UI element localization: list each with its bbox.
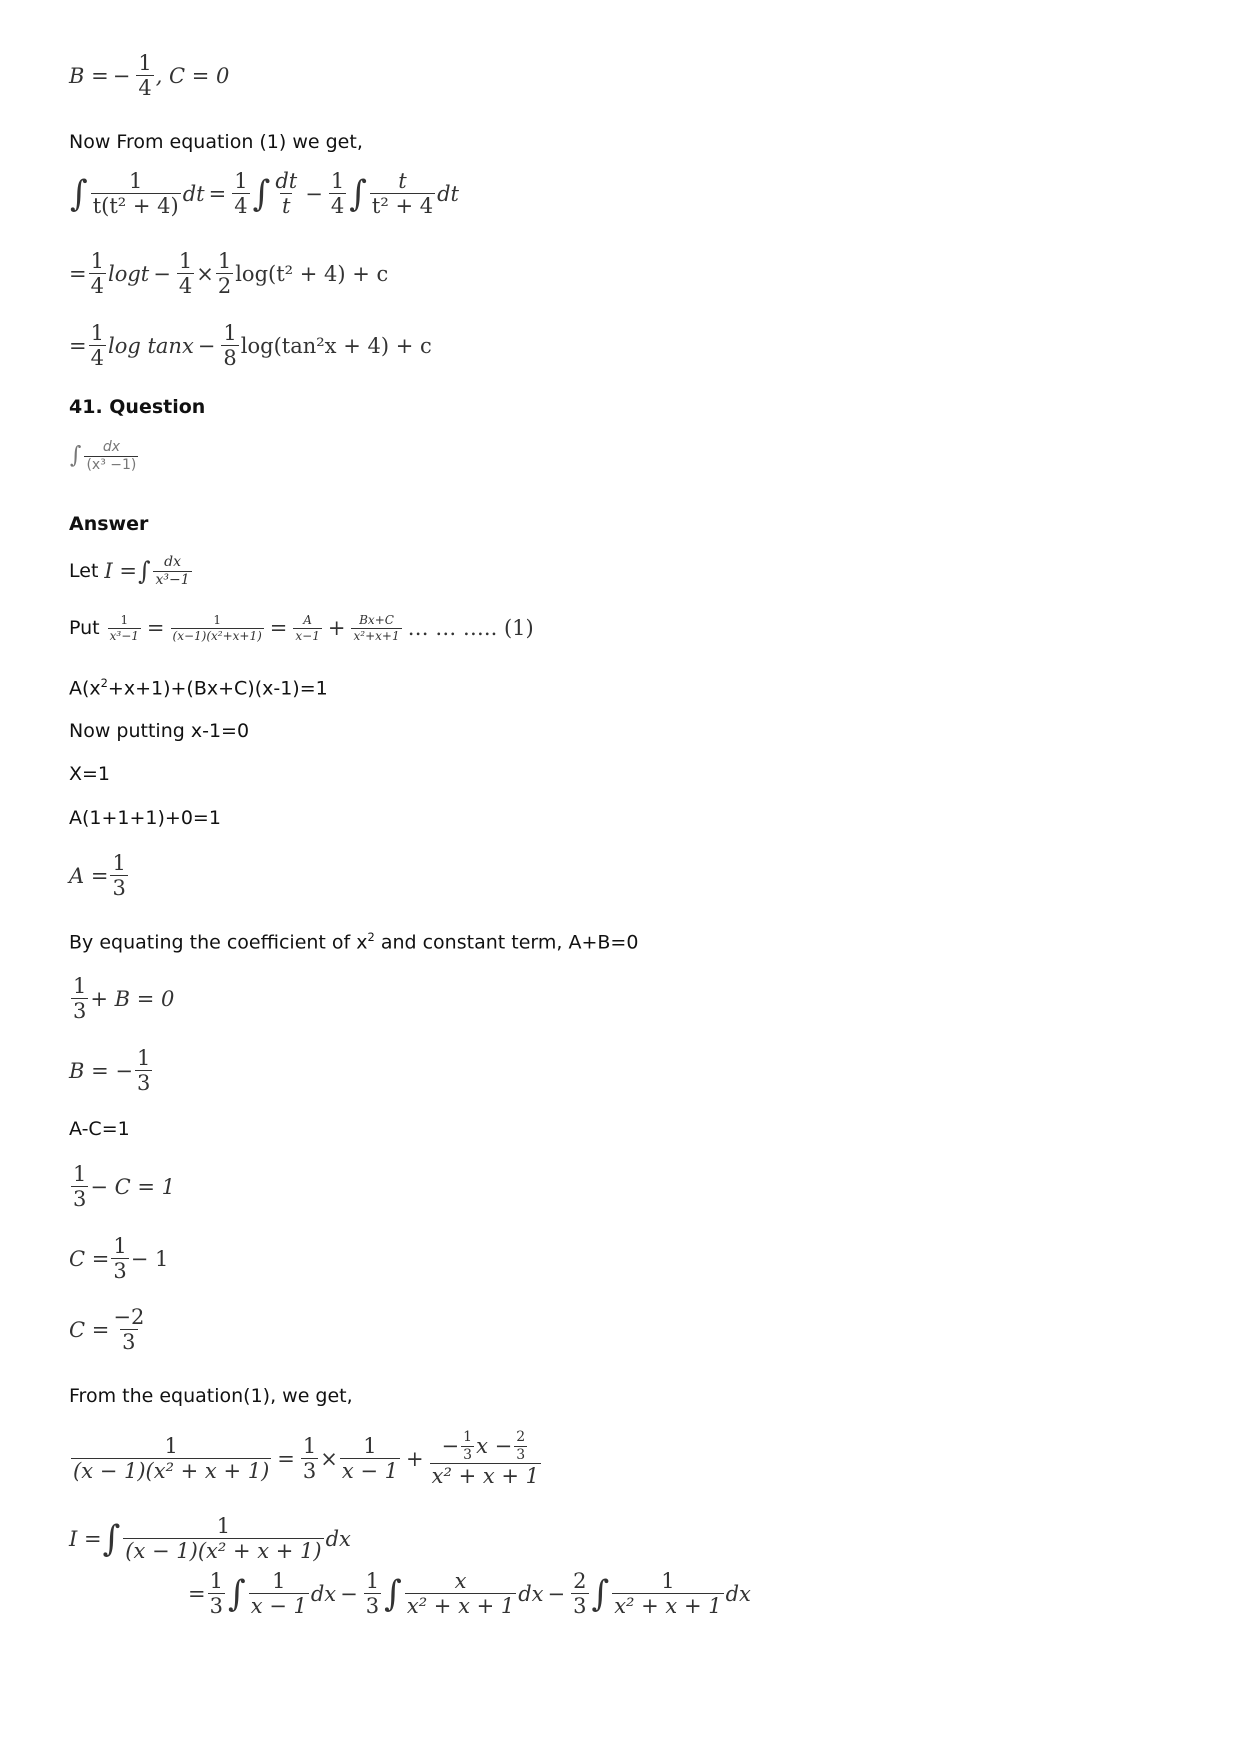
integral-symbol: ∫ <box>384 1572 402 1615</box>
fraction: $\frac{1}{3}$ <box>209 1569 223 1619</box>
final-integral-line: = $\frac{1}{3}$ ∫ $\frac{1}{x - 1}$ dx − $\frac{1}{3}$ ∫ $\frac{x}{\text{x² + x + 1}}$ dx − $\frac{2}{3}$ ∫ $\frac{1}{\text{x² + x + 1}}$ dx <box>188 1569 751 1619</box>
fraction: $\frac{1}{3}$ <box>136 1046 151 1096</box>
A-value: A = $\frac{1}{3}$ <box>69 851 126 901</box>
fraction: $\frac{dx}{\text{(x³ −1)}}$ <box>86 439 137 473</box>
math-text: − <box>112 63 131 88</box>
fraction: $\frac{1}{\text{(x − 1)(x² + x + 1)}}$ <box>73 1434 270 1484</box>
math-text: dt <box>437 181 459 206</box>
fraction: $\frac{1}{\text{x² + x + 1}}$ <box>614 1569 722 1619</box>
fraction: $\frac{1}{4}$ <box>234 169 248 219</box>
fraction: $\frac{1}{4}$ <box>330 169 345 219</box>
equation-step-2 <box>69 322 432 369</box>
equation-tag: … … ….. (1) <box>407 616 534 641</box>
fraction: $\frac{1}{\text{x³−1}}$ <box>109 613 139 643</box>
fraction: $\frac{1}{\text{(x − 1)(x² + x + 1)}}$ <box>125 1514 322 1564</box>
fraction: $\frac{2}{3}$ <box>573 1569 587 1619</box>
fraction: $\frac{-2}{3}$ <box>113 1305 145 1355</box>
integral-symbol: ∫ <box>227 1572 246 1615</box>
fraction: $\frac{dx}{\text{x³−1}}$ <box>155 554 190 588</box>
math-text: I = <box>104 559 137 584</box>
paragraph: From the equation(1), we get, <box>69 1385 353 1407</box>
integral-symbol: ∫ <box>102 1517 121 1560</box>
integral-symbol: ∫ <box>591 1572 610 1615</box>
math-text: = <box>208 181 227 206</box>
fraction: $\frac{1}{4}$ <box>178 249 193 299</box>
put-line: Put $\frac{1}{\text{x³−1}}$ = $\frac{1}{\text{(x−1)(x²+x+1)}}$ = $\frac{A}{x-1}$ + $\frac{Bx+C}{\text{x²+x+1}}$ … … ….. (1) <box>69 613 534 643</box>
text: Let <box>69 560 99 583</box>
fraction: $\frac{dt}{t}$ <box>275 169 298 219</box>
fraction: $\frac{1}{3}$ <box>73 1162 87 1212</box>
math-text: log(t² + 4) + c <box>235 261 389 286</box>
answer-heading: Answer <box>69 513 149 535</box>
math-text: − <box>305 181 323 206</box>
let-line <box>69 555 194 587</box>
equation-step-1 <box>69 250 388 297</box>
integral-symbol: ∫ <box>70 442 82 469</box>
math-text: = <box>69 333 87 358</box>
paragraph: Now From equation (1) we get, <box>69 131 363 153</box>
fraction: $\frac{A}{x-1}$ <box>295 613 320 643</box>
fraction: $\frac{t}{\text{t² + 4}}$ <box>371 169 434 219</box>
equating-line: By equating the coefficient of $x^2$ and constant term, A+B=0 <box>69 930 639 954</box>
paragraph: A(1+1+1)+0=1 <box>69 807 221 829</box>
fraction: $\frac{1}{4}$ <box>90 249 104 299</box>
fraction: $\frac{1}{2}$ <box>217 249 232 299</box>
fraction: $\frac{1}{x - 1}$ <box>250 1569 307 1619</box>
paragraph: Now putting x-1=0 <box>69 720 250 742</box>
math-text: , C = 0 <box>155 63 230 88</box>
eq-C-3: C = $\frac{-2}{3}$ <box>69 1305 145 1355</box>
fraction: $\frac{1}{4}$ <box>138 51 152 101</box>
math-text: − <box>153 261 171 286</box>
fraction: $\frac{1}{8}$ <box>223 321 237 371</box>
I-integral-line: I = ∫ $\frac{1}{\text{(x − 1)(x² + x + 1)}}$ dx <box>69 1514 351 1564</box>
paragraph: A-C=1 <box>69 1118 130 1140</box>
integral-symbol: ∫ <box>252 172 271 215</box>
math-text: logt <box>107 261 150 286</box>
partial-fraction-line: $\frac{1}{\text{(x − 1)(x² + x + 1)}}$ = $\frac{1}{3}$ × $\frac{1}{x - 1}$ + − $\frac{1}{3}$ x − $\frac{2}{3}$ x² + x + 1 <box>73 1429 539 1489</box>
math-text: dt <box>182 181 205 206</box>
fraction: $\frac{1}{3}$ <box>113 1234 127 1284</box>
math-text: log(tan²x + 4) + c <box>240 333 432 358</box>
fraction: $\frac{Bx+C}{\text{x²+x+1}}$ <box>353 613 400 643</box>
fraction: $\frac{1}{3}$ <box>112 851 126 901</box>
equation-integral-split <box>69 170 459 217</box>
eq-C-2: C = $\frac{1}{3}$ − 1 <box>69 1234 169 1284</box>
fraction: $\frac{1}{4}$ <box>90 321 104 371</box>
fraction: $\frac{1}{3}$ <box>73 974 87 1024</box>
fraction: $\frac{1}{x - 1}$ <box>341 1434 399 1484</box>
eq-B-1: $\frac{1}{3}$ + B = 0 <box>73 974 175 1024</box>
fraction: $\frac{1}{3}$ <box>365 1569 380 1619</box>
paragraph: X=1 <box>69 763 111 785</box>
math-text: B = <box>69 63 109 88</box>
integral-symbol: ∫ <box>137 556 151 586</box>
integral-symbol: ∫ <box>349 172 367 215</box>
eq-B-2: B = − $\frac{1}{3}$ <box>69 1046 151 1096</box>
math-text: − <box>197 333 216 358</box>
eq-C-1: $\frac{1}{3}$ − C = 1 <box>73 1162 176 1212</box>
coefficients-line <box>69 52 229 99</box>
identity-line: $A(x^2+x+1)+(Bx+C)(x-1)=1$ <box>69 676 328 700</box>
question-expression <box>69 440 140 472</box>
fraction: $\frac{1}{\text{(x−1)(x²+x+1)}}$ <box>172 613 262 643</box>
text: Put <box>69 617 100 640</box>
math-text: × <box>196 261 214 286</box>
math-text: = <box>69 261 87 286</box>
fraction: $\frac{1}{\text{t(t² + 4)}}$ <box>92 169 179 219</box>
fraction: − $\frac{1}{3}$ x − $\frac{2}{3}$ x² + x + 1 <box>431 1429 539 1489</box>
math-text: log tanx <box>107 333 194 358</box>
question-heading: 41. Question <box>69 396 206 418</box>
fraction: $\frac{x}{\text{x² + x + 1}}$ <box>406 1569 515 1619</box>
fraction: $\frac{1}{3}$ <box>302 1434 317 1484</box>
integral-symbol: ∫ <box>70 172 88 215</box>
